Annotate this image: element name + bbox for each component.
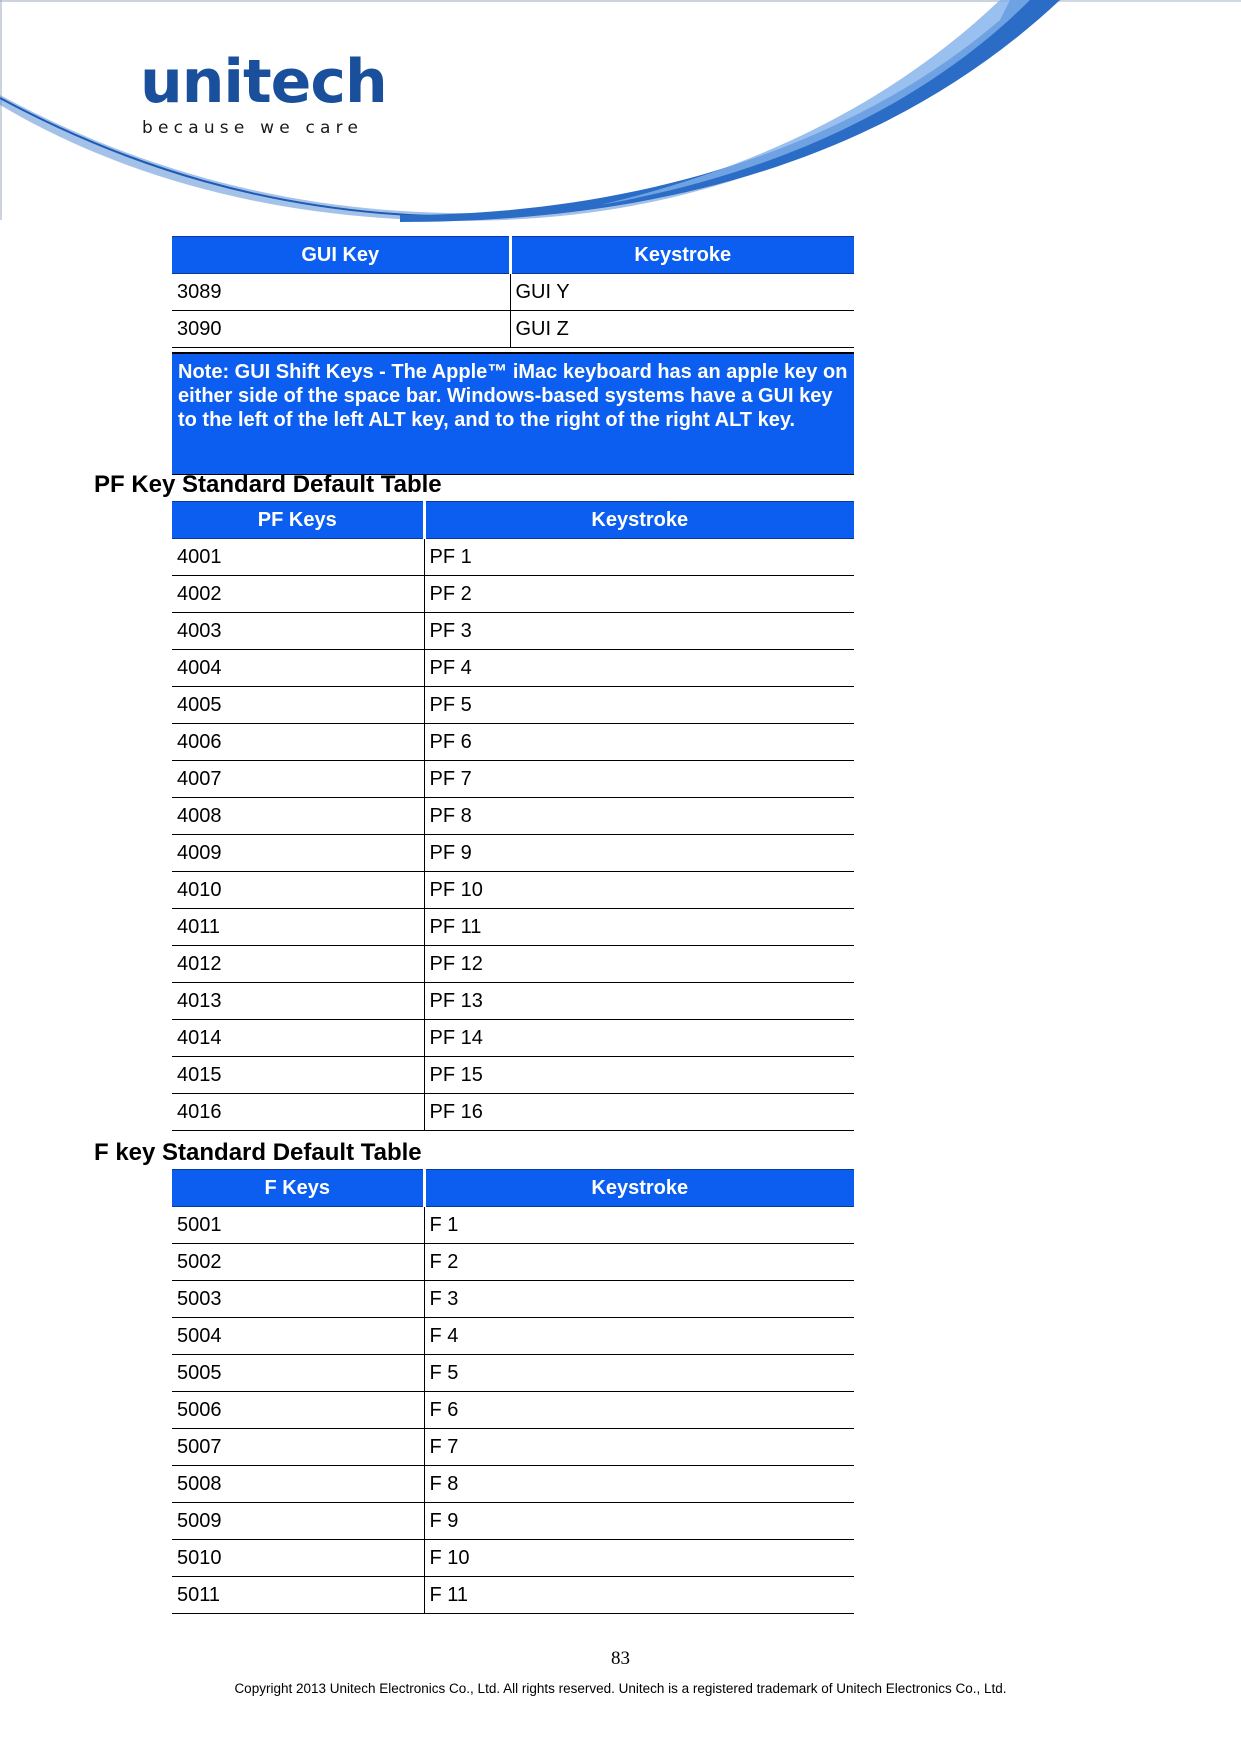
pf-key-code: 4014 — [172, 1020, 424, 1057]
column-header: GUI Key — [172, 237, 510, 275]
f-key-code: 5004 — [172, 1318, 424, 1355]
keystroke: PF 10 — [424, 872, 854, 909]
pf-section-title: PF Key Standard Default Table — [94, 471, 442, 498]
f-key-code: 5003 — [172, 1281, 424, 1318]
keystroke: PF 1 — [424, 539, 854, 576]
pf-key-code: 4001 — [172, 539, 424, 576]
pf-key-code: 4004 — [172, 650, 424, 687]
f-key-table — [172, 1169, 854, 1614]
gui-key-table — [172, 236, 854, 348]
keystroke: F 11 — [424, 1577, 854, 1614]
keystroke: PF 7 — [424, 761, 854, 798]
pf-key-code: 4011 — [172, 909, 424, 946]
table-row — [172, 1355, 854, 1392]
table-row — [172, 311, 854, 348]
table-row — [172, 1207, 854, 1244]
pf-key-code: 4007 — [172, 761, 424, 798]
keystroke: F 1 — [424, 1207, 854, 1244]
table-row — [172, 1577, 854, 1614]
keystroke: PF 6 — [424, 724, 854, 761]
unitech-logo — [140, 47, 387, 138]
table-header-row — [172, 237, 854, 275]
table-row — [172, 687, 854, 724]
table-row — [172, 1503, 854, 1540]
keystroke: GUI Z — [510, 311, 854, 348]
column-header: PF Keys — [172, 502, 424, 540]
keystroke: F 8 — [424, 1466, 854, 1503]
keystroke: F 9 — [424, 1503, 854, 1540]
gui-shift-keys-note: Note: GUI Shift Keys - The Apple™ iMac keyboard has an apple key on either side of the space bar. Windows-based systems have a GUI key to the left of the left ALT key, and to the right of the right ALT key. — [172, 352, 854, 475]
f-key-code: 5011 — [172, 1577, 424, 1614]
keystroke: PF 13 — [424, 983, 854, 1020]
pf-key-code: 4013 — [172, 983, 424, 1020]
keystroke: PF 14 — [424, 1020, 854, 1057]
table-row — [172, 1057, 854, 1094]
pf-key-code: 4005 — [172, 687, 424, 724]
f-key-code: 5006 — [172, 1392, 424, 1429]
table-row — [172, 761, 854, 798]
keystroke: PF 8 — [424, 798, 854, 835]
table-row — [172, 983, 854, 1020]
pf-key-code: 4015 — [172, 1057, 424, 1094]
table-row — [172, 872, 854, 909]
table-row — [172, 835, 854, 872]
table-row — [172, 724, 854, 761]
keystroke: F 6 — [424, 1392, 854, 1429]
pf-key-table — [172, 501, 854, 1131]
keystroke: PF 2 — [424, 576, 854, 613]
f-key-code: 5007 — [172, 1429, 424, 1466]
table-row — [172, 1429, 854, 1466]
f-key-code: 5009 — [172, 1503, 424, 1540]
keystroke: F 5 — [424, 1355, 854, 1392]
column-header: Keystroke — [424, 502, 854, 540]
table-row — [172, 576, 854, 613]
table-row — [172, 946, 854, 983]
pf-key-code: 4003 — [172, 613, 424, 650]
table-row — [172, 1318, 854, 1355]
pf-key-code: 4010 — [172, 872, 424, 909]
keystroke: F 7 — [424, 1429, 854, 1466]
keystroke: F 10 — [424, 1540, 854, 1577]
keystroke: PF 16 — [424, 1094, 854, 1131]
pf-key-code: 4016 — [172, 1094, 424, 1131]
table-row — [172, 1466, 854, 1503]
table-row — [172, 1392, 854, 1429]
logo-tagline: because we care — [142, 118, 364, 138]
keystroke: PF 5 — [424, 687, 854, 724]
f-key-code: 5008 — [172, 1466, 424, 1503]
keystroke: F 3 — [424, 1281, 854, 1318]
keystroke: F 4 — [424, 1318, 854, 1355]
f-key-code: 5010 — [172, 1540, 424, 1577]
keystroke: PF 3 — [424, 613, 854, 650]
column-header: Keystroke — [424, 1170, 854, 1208]
keystroke: GUI Y — [510, 274, 854, 311]
gui-key-code: 3090 — [172, 311, 510, 348]
table-row — [172, 1540, 854, 1577]
pf-key-code: 4002 — [172, 576, 424, 613]
column-header: Keystroke — [510, 237, 854, 275]
table-row — [172, 1094, 854, 1131]
gui-key-code: 3089 — [172, 274, 510, 311]
pf-key-code: 4008 — [172, 798, 424, 835]
copyright-notice: Copyright 2013 Unitech Electronics Co., Ltd. All rights reserved. Unitech is a registered trademark of Unitech Electronics Co., Ltd. — [234, 1681, 1007, 1696]
column-header: F Keys — [172, 1170, 424, 1208]
table-row — [172, 650, 854, 687]
table-row — [172, 1281, 854, 1318]
table-row — [172, 539, 854, 576]
table-header-row — [172, 1170, 854, 1208]
table-row — [172, 1020, 854, 1057]
keystroke: PF 15 — [424, 1057, 854, 1094]
table-row — [172, 613, 854, 650]
pf-key-code: 4012 — [172, 946, 424, 983]
keystroke: F 2 — [424, 1244, 854, 1281]
keystroke: PF 12 — [424, 946, 854, 983]
f-key-code: 5005 — [172, 1355, 424, 1392]
keystroke: PF 11 — [424, 909, 854, 946]
f-section-title: F key Standard Default Table — [94, 1139, 422, 1166]
table-row — [172, 798, 854, 835]
f-key-code: 5002 — [172, 1244, 424, 1281]
f-key-code: 5001 — [172, 1207, 424, 1244]
pf-key-code: 4009 — [172, 835, 424, 872]
table-row — [172, 1244, 854, 1281]
page-number: 83 — [611, 1648, 630, 1669]
table-row — [172, 274, 854, 311]
keystroke: PF 4 — [424, 650, 854, 687]
logo-wordmark: unitech — [140, 47, 387, 117]
pf-key-code: 4006 — [172, 724, 424, 761]
table-row — [172, 909, 854, 946]
table-header-row — [172, 502, 854, 540]
keystroke: PF 9 — [424, 835, 854, 872]
